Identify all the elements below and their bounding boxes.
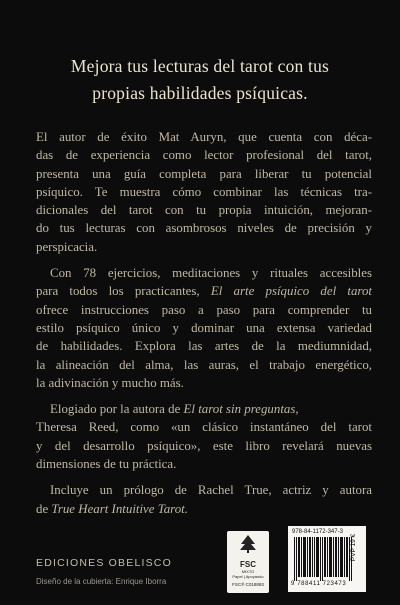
book-title-italic: El tarot sin preguntas,: [183, 402, 299, 417]
fsc-mark: FSC: [240, 560, 256, 569]
p4-text: de: [36, 501, 52, 516]
fsc-logo: [227, 531, 269, 593]
p1-line: perspicacia.: [36, 239, 98, 254]
blurb: [36, 128, 372, 526]
p2-line: [36, 282, 372, 300]
p4-line: [36, 500, 372, 518]
p3-line: y del desarrollo psíquico», este libro revelará nuevas: [36, 438, 372, 453]
p1-line: psíquico. Te muestra cómo combinar las técnicas tra-: [36, 184, 372, 199]
p4-line: Incluye un prólogo de Rachel True, actriz y autora: [50, 483, 372, 498]
p3-line: dimensiones de tu práctica.: [36, 457, 177, 472]
fsc-tree-icon: [237, 534, 259, 554]
paragraph-1: [36, 128, 372, 256]
paragraph-3: [36, 400, 372, 473]
p3-line: Theresa Reed, como «un clásico instantáneo del tarot: [36, 420, 372, 435]
p1-line: dicionales del tarot con tu propia intuición, mejoran-: [36, 203, 372, 218]
p2-line: estilo psíquico único y dominar una extensa variedad: [36, 320, 372, 335]
p1-line: El autor de éxito Mat Auryn, que cuenta con déca-: [36, 130, 372, 144]
p2-text: para todos los practicantes,: [36, 284, 211, 299]
publisher-name: EDICIONES OBELISCO: [36, 557, 172, 569]
ean-number: 9 788411 723473: [291, 581, 347, 587]
book-title-italic: El arte psíquico del tarot: [210, 284, 372, 299]
fsc-sub-2: Papel | Apoyando: [232, 574, 264, 579]
p2-line: Con 78 ejercicios, meditaciones y rituales accesibles: [50, 266, 372, 281]
headline: [26, 53, 374, 107]
barcode: [288, 526, 366, 592]
fsc-sub-1: MIXTO: [241, 569, 255, 574]
cover-design-credit: Diseño de la cubierta: Enrique Iborra: [36, 577, 167, 586]
p2-line: ofrece instrucciones paso a paso para comprender tu: [36, 302, 372, 317]
paragraph-4: [36, 481, 372, 518]
p2-line: de habilidades. Explora las artes de la mediumnidad,: [36, 339, 372, 354]
price-label: PVP 19 €: [349, 533, 357, 562]
headline-line-2: propias habilidades psíquicas.: [92, 83, 308, 103]
paragraph-2: [36, 264, 372, 392]
p3-text: Elogiado por la autora de: [50, 402, 184, 417]
p1-line: presenta una guía completa para liberar tu potencial: [36, 166, 372, 181]
p3-line: [36, 400, 372, 418]
headline-line-1: Mejora tus lecturas del tarot con tus: [70, 56, 330, 76]
p2-line: la alineación del alma, las auras, el trabajo energético,: [36, 357, 372, 372]
barcode-bars: [294, 537, 352, 581]
book-title-italic: True Heart Intuitive Tarot.: [51, 501, 188, 516]
p2-line: la adivinación y mucho más.: [36, 375, 184, 390]
p1-line: das de experiencia como lector profesional del tarot,: [36, 148, 372, 163]
isbn-number: 978-84-1172-347-3: [292, 529, 343, 535]
p1-line: do tus lecturas con asombrosos niveles de precisión y: [36, 221, 372, 236]
fsc-code: FSC® C018893: [232, 582, 264, 587]
